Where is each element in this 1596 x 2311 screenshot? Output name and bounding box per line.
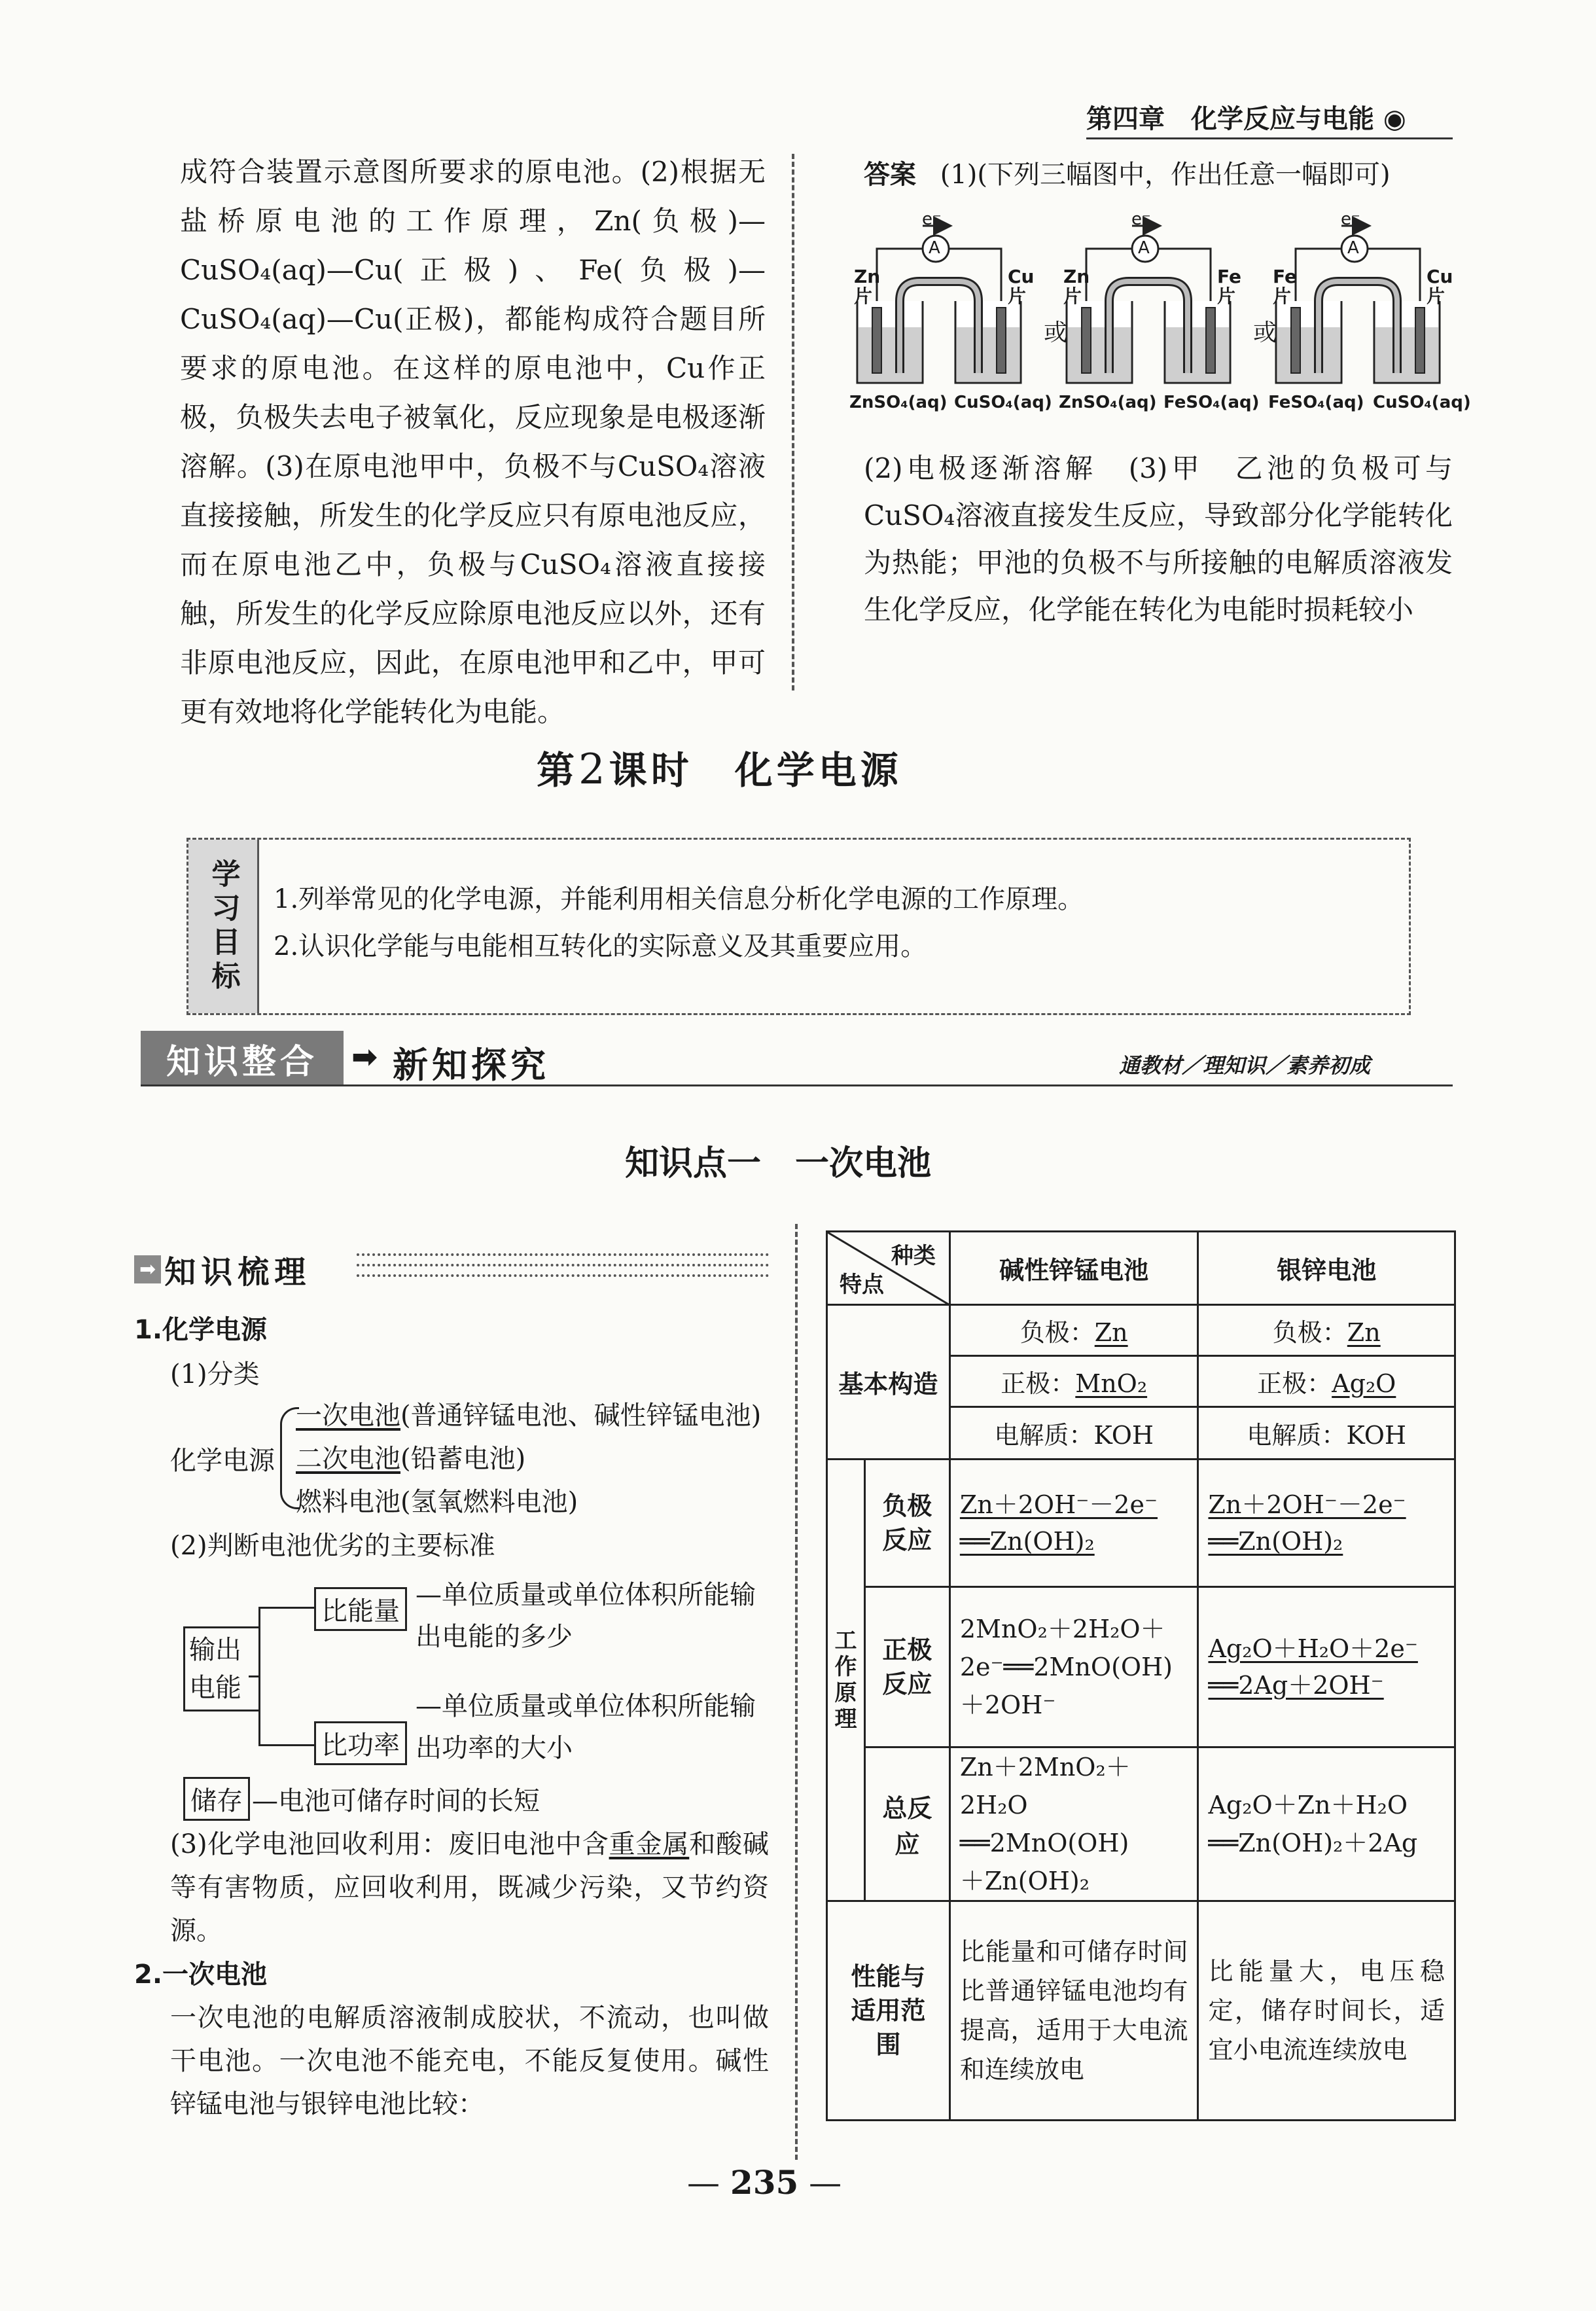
goals-tab: 学习目标 bbox=[188, 840, 259, 1013]
knowledge-point-title: 知识点一 一次电池 bbox=[625, 1144, 932, 1183]
solution-2-left: ZnSO₄(aq) bbox=[1059, 393, 1157, 412]
row-header: 总反应 bbox=[864, 1747, 949, 1901]
electrode-1-right: Cu片 bbox=[1008, 266, 1035, 307]
electron-label-1: e⁻ bbox=[922, 209, 942, 229]
banner-tagline: 通教材／理知识／素养初成 bbox=[1119, 1053, 1371, 1078]
battery-comparison-table bbox=[826, 1230, 1456, 2121]
solution-2-right: FeSO₄(aq) bbox=[1163, 393, 1260, 412]
arrow-right-icon: ➡ bbox=[351, 1039, 378, 1075]
connector-mid bbox=[249, 1675, 258, 1677]
column-divider bbox=[792, 154, 794, 690]
section-1-2: (2)判断电池优劣的主要标准 bbox=[170, 1531, 495, 1561]
table-cell: 比能量和可储存时间比普通锌锰电池均有提高，适用于大电流和连续放电 bbox=[949, 1901, 1198, 2121]
row-header: 负极反应 bbox=[864, 1460, 949, 1587]
section-1-1: (1)分类 bbox=[170, 1359, 260, 1389]
column-divider-bottom bbox=[795, 1224, 798, 2160]
col-header: 银锌电池 bbox=[1198, 1232, 1455, 1305]
solution-3-left: FeSO₄(aq) bbox=[1268, 393, 1364, 412]
criterion-box: 比能量 bbox=[314, 1587, 407, 1631]
bullet-icon: ◉ bbox=[1374, 104, 1406, 134]
criteria-connector bbox=[258, 1607, 313, 1744]
corner-top: 种类 bbox=[891, 1243, 936, 1269]
type-item: 二次电池(铅蓄电池) bbox=[296, 1444, 526, 1474]
table-cell: 电解质：KOH bbox=[949, 1407, 1198, 1460]
solution-paragraph: 成符合装置示意图所要求的原电池。(2)根据无盐桥原电池的工作原理，Zn(负极)—CuSO₄(aq)—Cu(正极)、Fe(负极)—CuSO₄(aq)—Cu(正极)，都能构成符合题目所要求的原电池。在这样的原电池中，Cu作正极，负极失去电子被氧化，反应现象是电极逐渐溶解。(3)在原电池甲中，负极不与CuSO₄溶液直接接触，所发生的化学反应只有原电池反应，而在原电池乙中，负极与CuSO₄溶液直接接触，所发生的化学反应除原电池反应以外，还有非原电池反应，因此，在原电池甲和乙中，甲可更有效地将化学能转化为电能。 bbox=[180, 156, 766, 728]
corner-bottom: 特点 bbox=[840, 1272, 884, 1298]
table-cell: 正极：MnO₂ bbox=[949, 1356, 1198, 1407]
ammeter-2: A bbox=[1138, 238, 1150, 258]
criterion-desc: —单位质量或单位体积所能输出电能的多少 bbox=[416, 1580, 756, 1652]
table-cell: Zn＋2MnO₂＋2H₂O ══2MnO(OH) ＋Zn(OH)₂ bbox=[949, 1747, 1198, 1901]
table-cell: 2MnO₂＋2H₂O＋ 2e⁻══2MnO(OH) ＋2OH⁻ bbox=[949, 1587, 1198, 1747]
ammeter-1: A bbox=[929, 238, 940, 258]
table-cell: 正极：Ag₂O bbox=[1198, 1356, 1455, 1407]
electrode-3-left: Fe片 bbox=[1273, 266, 1297, 307]
electrode-2-right: Fe片 bbox=[1217, 266, 1241, 307]
output-box: 输出电能 bbox=[183, 1626, 260, 1711]
answer-line: 答案 (1)(下列三幅图中，作出任意一幅即可) bbox=[864, 160, 1391, 190]
row-header-principle: 工作原理 bbox=[827, 1460, 865, 1901]
criterion-desc: —单位质量或单位体积所能输出功率的大小 bbox=[416, 1691, 756, 1763]
banner-left: 知识整合 bbox=[141, 1031, 344, 1086]
goals-list bbox=[274, 876, 1084, 970]
or-1: 或 bbox=[1044, 319, 1068, 346]
classification-root: 化学电源 bbox=[170, 1446, 275, 1476]
type-item: 一次电池(普通锌锰电池、碱性锌锰电池) bbox=[296, 1401, 762, 1431]
electrode-2-left: Zn片 bbox=[1063, 266, 1090, 307]
solution-1-left: ZnSO₄(aq) bbox=[849, 393, 948, 412]
electrode-1-left: Zn片 bbox=[854, 266, 881, 307]
ammeter-3: A bbox=[1347, 238, 1359, 258]
criterion-box: 比功率 bbox=[314, 1721, 407, 1765]
table-cell: 比能量大，电压稳定，储存时间长，适宜小电流连续放电 bbox=[1198, 1901, 1455, 2121]
electron-label-3: e⁻ bbox=[1341, 209, 1360, 229]
connector-bottom bbox=[258, 1744, 314, 1746]
electron-label-2: e⁻ bbox=[1131, 209, 1151, 229]
banner-rule bbox=[141, 1084, 1453, 1086]
table-cell: Ag₂O＋H₂O＋2e⁻ ══2Ag＋2OH⁻ bbox=[1198, 1587, 1455, 1747]
chapter-header: 第四章 化学反应与电能 ◉ bbox=[1086, 104, 1406, 134]
connector-top bbox=[258, 1607, 314, 1609]
table-cell: Zn＋2OH⁻－2e⁻ ══Zn(OH)₂ bbox=[949, 1460, 1198, 1587]
page-number: — 235 — bbox=[687, 2163, 842, 2202]
answer-text: (2)电极逐渐溶解 (3)甲 乙池的负极可与CuSO₄溶液直接发生反应，导致部分化学能转化为热能；甲池的负极不与所接触的电解质溶液发生化学反应，化学能在转化为电能时损耗较小 bbox=[864, 452, 1453, 626]
table-cell: 电解质：KOH bbox=[1198, 1407, 1455, 1460]
section-1-title: 1.化学电源 bbox=[134, 1315, 268, 1345]
dotted-rule-1 bbox=[357, 1253, 769, 1256]
table-cell: Zn＋2OH⁻－2e⁻ ══Zn(OH)₂ bbox=[1198, 1460, 1455, 1587]
solution-3-right: CuSO₄(aq) bbox=[1373, 393, 1471, 412]
or-2: 或 bbox=[1253, 319, 1277, 346]
electrode-3-right: Cu片 bbox=[1427, 266, 1453, 307]
section-banner bbox=[141, 1031, 1453, 1086]
table-cell: Ag₂O＋Zn＋H₂O ══Zn(OH)₂＋2Ag bbox=[1198, 1747, 1455, 1901]
learning-goals-box bbox=[186, 838, 1411, 1015]
section-2-text: 一次电池的电解质溶液制成胶状，不流动，也叫做干电池。一次电池不能充电，不能反复使用。碱性锌锰电池与银锌电池比较： bbox=[170, 2003, 769, 2119]
table-cell: 负极：Zn bbox=[1198, 1305, 1455, 1356]
classification-list bbox=[296, 1394, 761, 1524]
section-2-title: 2.一次电池 bbox=[134, 1960, 268, 1990]
col-header: 碱性锌锰电池 bbox=[949, 1232, 1198, 1305]
type-item: 燃料电池(氢氧燃料电池) bbox=[296, 1487, 578, 1517]
goal-item: 1.列举常见的化学电源，并能利用相关信息分析化学电源的工作原理。 bbox=[274, 884, 1084, 914]
arrow-right-icon: ➡ bbox=[134, 1255, 161, 1283]
row-header: 正极反应 bbox=[864, 1587, 949, 1747]
row-header: 性能与适用范围 bbox=[827, 1901, 950, 2121]
table-corner bbox=[827, 1232, 950, 1305]
goal-item: 2.认识化学能与电能相互转化的实际意义及其重要应用。 bbox=[274, 931, 927, 961]
row-header: 基本构造 bbox=[827, 1305, 950, 1460]
criterion-box: 储存 bbox=[183, 1777, 250, 1821]
dotted-rule-2 bbox=[357, 1264, 769, 1266]
knowledge-sorting-heading: ➡ 知识梳理 bbox=[134, 1247, 769, 1292]
banner-right: 新知探究 bbox=[393, 1045, 550, 1086]
table-cell: 负极：Zn bbox=[949, 1305, 1198, 1356]
dotted-rule-3 bbox=[357, 1274, 769, 1277]
header-rule bbox=[1086, 137, 1453, 139]
criterion-desc: —电池可储存时间的长短 bbox=[252, 1786, 540, 1816]
recycling-text: (3)化学电池回收利用：废旧电池中含重金属和酸碱等有害物质，应回收利用，既减少污染，又节约资源。 bbox=[170, 1829, 769, 1946]
lesson-title: 第2课时 化学电源 bbox=[537, 745, 902, 794]
solution-1-right: CuSO₄(aq) bbox=[954, 393, 1052, 412]
